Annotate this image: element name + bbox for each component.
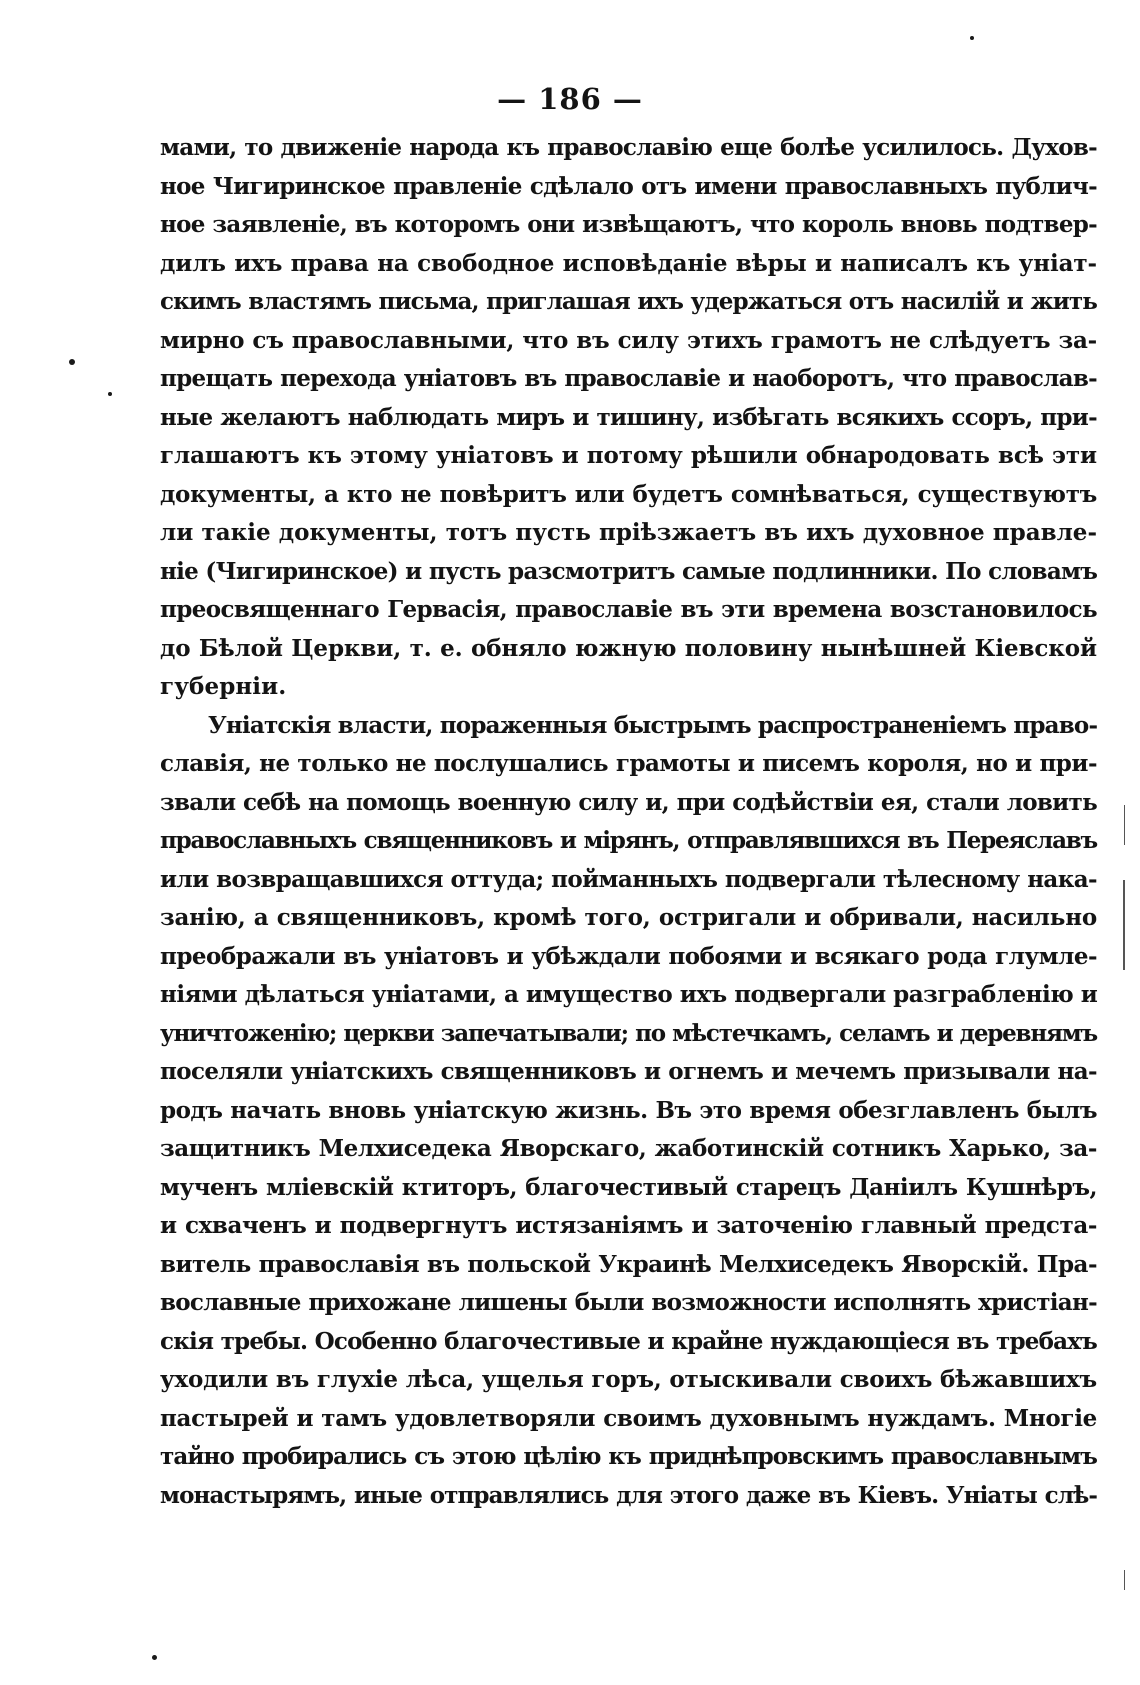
text-line: ное заявленіе, въ которомъ они извѣщаютъ, что король вновь подтвер- xyxy=(160,211,1097,238)
scan-speck xyxy=(69,359,75,365)
text-line: ніе (Чигиринское) и пусть разсмотритъ самые подлинники. По словамъ xyxy=(160,557,1098,585)
text-line: звали себѣ на помощь военную силу и, при содѣйствіи ея, стали ловить xyxy=(160,788,1097,816)
text-line: или возвращавшихся оттуда; пойманныхъ подвергали тѣлесному нака- xyxy=(160,865,1097,893)
text-line: занію, а священниковъ, кромѣ того, остригали и обривали, насильно xyxy=(160,904,1097,931)
text-line: и схваченъ и подвергнутъ истязаніямъ и заточенію главный предста- xyxy=(160,1212,1097,1239)
page-number: — 186 — xyxy=(497,82,643,116)
text-line: документы, а кто не повѣритъ или будетъ сомнѣваться, существуютъ xyxy=(160,480,1097,508)
text-line: монастырямъ, иные отправлялись для этого даже въ Кіевъ. Уніаты слѣ- xyxy=(160,1481,1097,1509)
text-line: уходили въ глухіе лѣса, ущелья горъ, отыскивали своихъ бѣжавшихъ xyxy=(160,1366,1097,1393)
margin-mark xyxy=(1123,880,1125,970)
text-line: ніями дѣлаться уніатами, а имущество ихъ подвергали разграбленію и xyxy=(160,981,1098,1008)
scan-speck xyxy=(108,392,112,396)
text-line: уничтоженію; церкви запечатывали; по мѣстечкамъ, селамъ и деревнямъ xyxy=(160,1019,1097,1047)
text-line: витель православія въ польской Украинѣ Мелхиседекъ Яворскій. Пра- xyxy=(160,1250,1097,1278)
text-line: православныхъ священниковъ и мірянъ, отправлявшихся въ Переяславъ xyxy=(160,827,1097,854)
text-line: прещать перехода уніатовъ въ православіе и наоборотъ, что православ- xyxy=(160,365,1097,392)
text-line: ные желаютъ наблюдать миръ и тишину, избѣгать всякихъ ссоръ, при- xyxy=(160,403,1097,431)
body-text xyxy=(160,129,1097,1515)
text-line: мученъ мліевскій ктиторъ, благочестивый старецъ Даніилъ Кушнѣръ, xyxy=(160,1173,1097,1201)
text-line: родъ начать вновь уніатскую жизнь. Въ это время обезглавленъ былъ xyxy=(160,1096,1097,1124)
text-line: ное Чигиринское правленіе сдѣлало отъ имени православныхъ публич- xyxy=(160,172,1097,200)
text-line: Уніатскія власти, пораженныя быстрымъ распространеніемъ право- xyxy=(208,711,1098,739)
scan-speck xyxy=(152,1655,157,1660)
text-line: преображали въ уніатовъ и убѣждали побоями и всякаго рода глумле- xyxy=(160,942,1097,970)
text-line: мами, то движеніе народа къ православію еще болѣе усилилось. Духов- xyxy=(160,134,1097,161)
text-line: поселяли уніатскихъ священниковъ и огнемъ и мечемъ призывали на- xyxy=(160,1058,1097,1085)
text-line: преосвященнаго Гервасія, православіе въ эти времена возстановилось xyxy=(160,596,1097,623)
text-line: славія, не только не послушались грамоты и писемъ короля, но и при- xyxy=(160,750,1097,777)
margin-mark xyxy=(1124,805,1125,845)
margin-mark xyxy=(1124,1570,1125,1590)
scan-speck xyxy=(970,36,974,40)
text-line: дилъ ихъ права на свободное исповѣданіе вѣры и написалъ къ уніат- xyxy=(160,249,1097,277)
text-line: глашаютъ къ этому уніатовъ и потому рѣшили обнародовать всѣ эти xyxy=(160,442,1097,469)
text-line: до Бѣлой Церкви, т. е. обняло южную половину нынѣшней Кіевской xyxy=(160,634,1097,662)
text-line: скія требы. Особенно благочестивые и крайне нуждающіеся въ требахъ xyxy=(160,1327,1097,1355)
text-line: тайно пробирались съ этою цѣлію къ приднѣпровскимъ православнымъ xyxy=(160,1443,1097,1470)
text-line: пастырей и тамъ удовлетворяли своимъ духовнымъ нуждамъ. Многіе xyxy=(160,1404,1097,1432)
text-line: мирно съ православными, что въ силу этихъ грамотъ не слѣдуетъ за- xyxy=(160,326,1097,354)
text-line: защитникъ Мелхиседека Яворскаго, жаботинскій сотникъ Харько, за- xyxy=(160,1135,1097,1162)
text-line: вославные прихожане лишены были возможности исполнять христіан- xyxy=(160,1289,1097,1316)
text-line: ли такіе документы, тотъ пусть пріѣзжаетъ въ ихъ духовное правле- xyxy=(160,519,1097,546)
text-line: губерніи. xyxy=(160,673,287,700)
text-line: скимъ властямъ письма, приглашая ихъ удержаться отъ насилій и жить xyxy=(160,288,1097,315)
